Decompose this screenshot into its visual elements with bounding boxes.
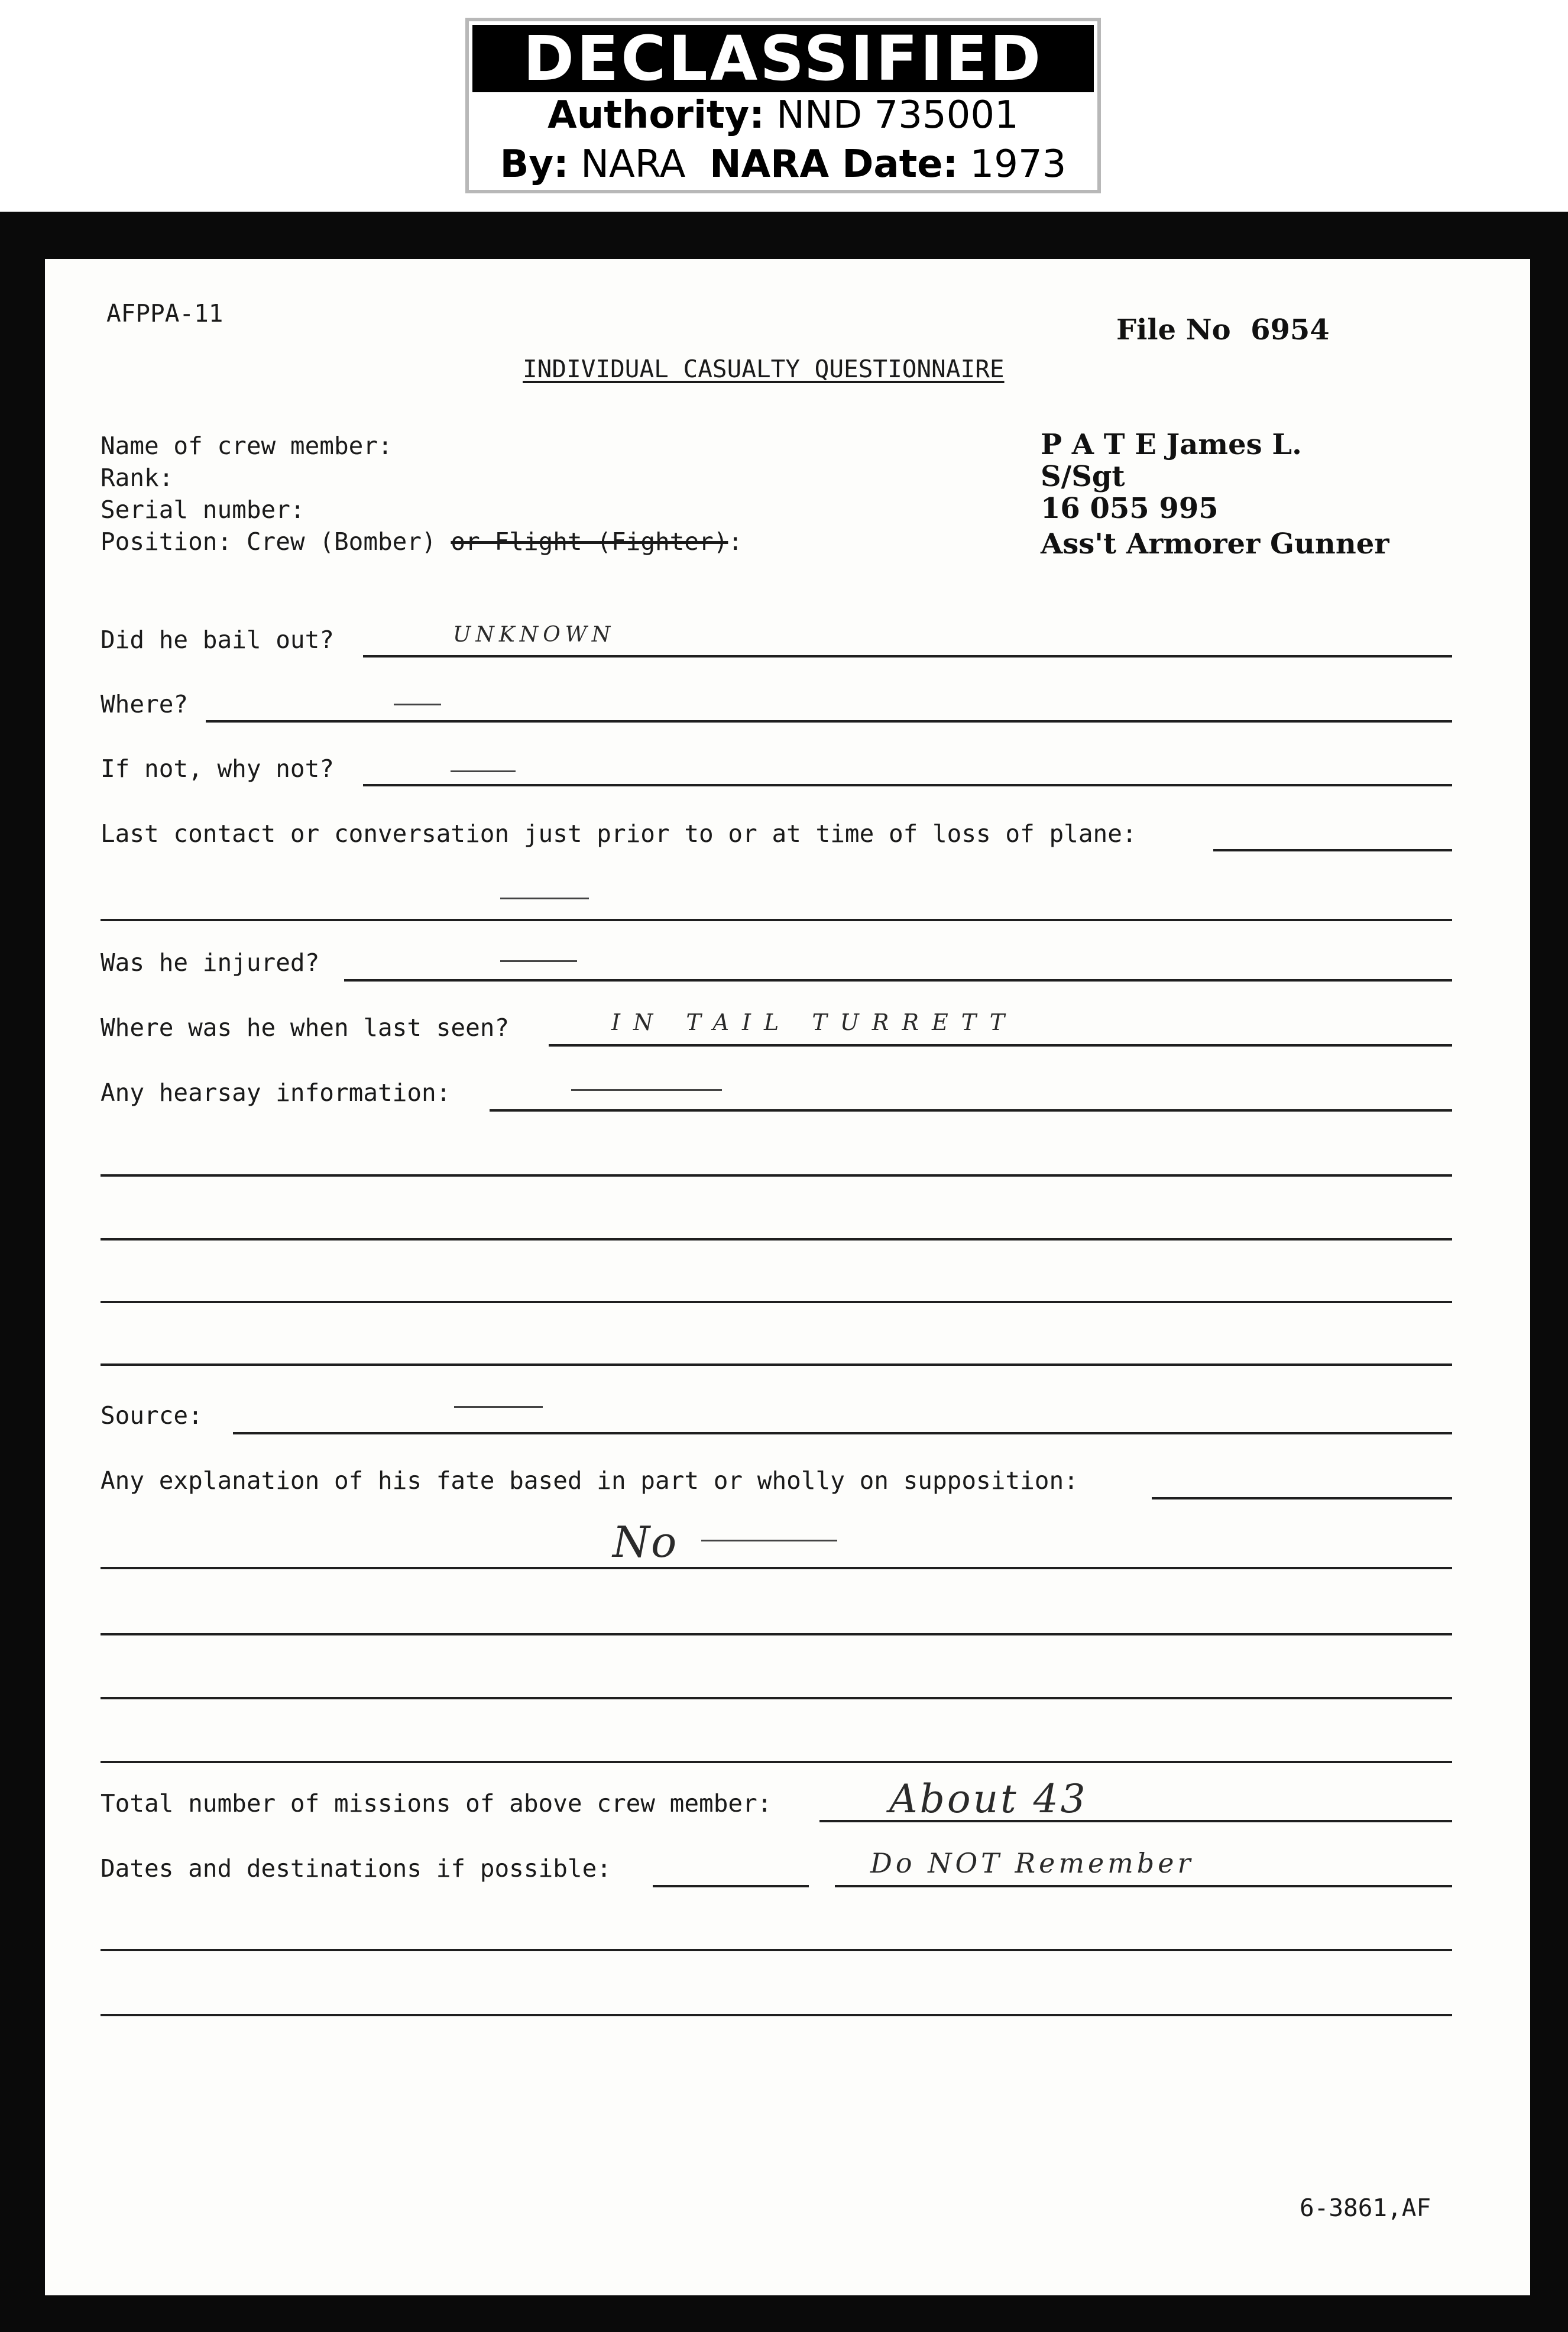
name-label: Name of crew member:	[101, 432, 393, 460]
answer-line	[101, 1697, 1452, 1699]
rank-value: S/Sgt	[1041, 460, 1125, 493]
declassified-banner	[465, 18, 1101, 193]
question-injured: Was he injured?	[101, 948, 320, 977]
answer-line	[363, 655, 1452, 658]
dash-mark	[451, 770, 516, 772]
dash-mark	[500, 960, 577, 962]
answer-line	[101, 2014, 1452, 2016]
question-last-contact: Last contact or conversation just prior to or at time of loss of plane:	[101, 820, 1137, 848]
answer-line	[1213, 849, 1452, 851]
question-bail-out: Did he bail out?	[101, 626, 334, 654]
question-where: Where?	[101, 690, 189, 718]
file-number: File No 6954	[1116, 313, 1330, 346]
rank-label: Rank:	[101, 464, 174, 492]
answer-bail-out: UNKNOWN	[453, 623, 615, 647]
answer-line	[101, 919, 1452, 921]
dash-mark	[571, 1089, 722, 1091]
answer-line	[490, 1109, 1452, 1112]
question-missions: Total number of missions of above crew member:	[101, 1789, 772, 1818]
answer-line	[101, 1238, 1452, 1241]
answer-line	[363, 784, 1452, 786]
answer-explanation: No	[613, 1517, 678, 1567]
question-source: Source:	[101, 1401, 203, 1430]
name-value: P A T E James L.	[1041, 428, 1302, 461]
form-title: INDIVIDUAL CASUALTY QUESTIONNAIRE	[523, 355, 1005, 383]
answer-line	[1152, 1497, 1452, 1499]
dash-mark	[454, 1406, 543, 1408]
position-value: Ass't Armorer Gunner	[1041, 527, 1389, 561]
struck-text: or Flight (Fighter)	[451, 527, 728, 556]
question-hearsay: Any hearsay information:	[101, 1078, 451, 1107]
answer-dates: Do NOT Remember	[870, 1847, 1194, 1879]
serial-label: Serial number:	[101, 495, 305, 524]
answer-line	[549, 1044, 1452, 1047]
banner-by-date: By: NARA NARA Date: 1973	[500, 142, 1067, 186]
position-label: Position: Crew (Bomber) or Flight (Fighter):	[101, 527, 743, 556]
dash-mark	[394, 704, 441, 705]
questionnaire-sheet	[45, 259, 1530, 2295]
answer-line	[101, 1363, 1452, 1366]
serial-value: 16 055 995	[1041, 492, 1219, 525]
banner-title: DECLASSIFIED	[472, 25, 1094, 92]
question-explanation: Any explanation of his fate based in part or wholly on supposition:	[101, 1466, 1078, 1495]
answer-missions: About 43	[889, 1776, 1088, 1822]
answer-line	[101, 1761, 1452, 1763]
answer-line	[344, 979, 1452, 982]
answer-line	[835, 1885, 1452, 1887]
answer-last-seen: IN TAIL TURRETT	[611, 1009, 1018, 1035]
answer-line	[101, 1567, 1452, 1569]
answer-line	[101, 1174, 1452, 1177]
question-last-seen: Where was he when last seen?	[101, 1013, 510, 1042]
footer-code: 6-3861,AF	[1300, 2194, 1431, 2222]
question-dates: Dates and destinations if possible:	[101, 1854, 611, 1883]
banner-authority: Authority: NND 735001	[547, 93, 1019, 137]
answer-line	[206, 720, 1452, 723]
answer-line	[233, 1432, 1452, 1434]
answer-line	[101, 1301, 1452, 1303]
answer-line	[101, 1949, 1452, 1951]
answer-line	[101, 1633, 1452, 1635]
dash-mark	[500, 898, 589, 899]
question-if-not: If not, why not?	[101, 754, 334, 783]
dash-mark	[701, 1540, 837, 1541]
form-code: AFPPA-11	[106, 299, 223, 328]
answer-line	[653, 1885, 809, 1887]
